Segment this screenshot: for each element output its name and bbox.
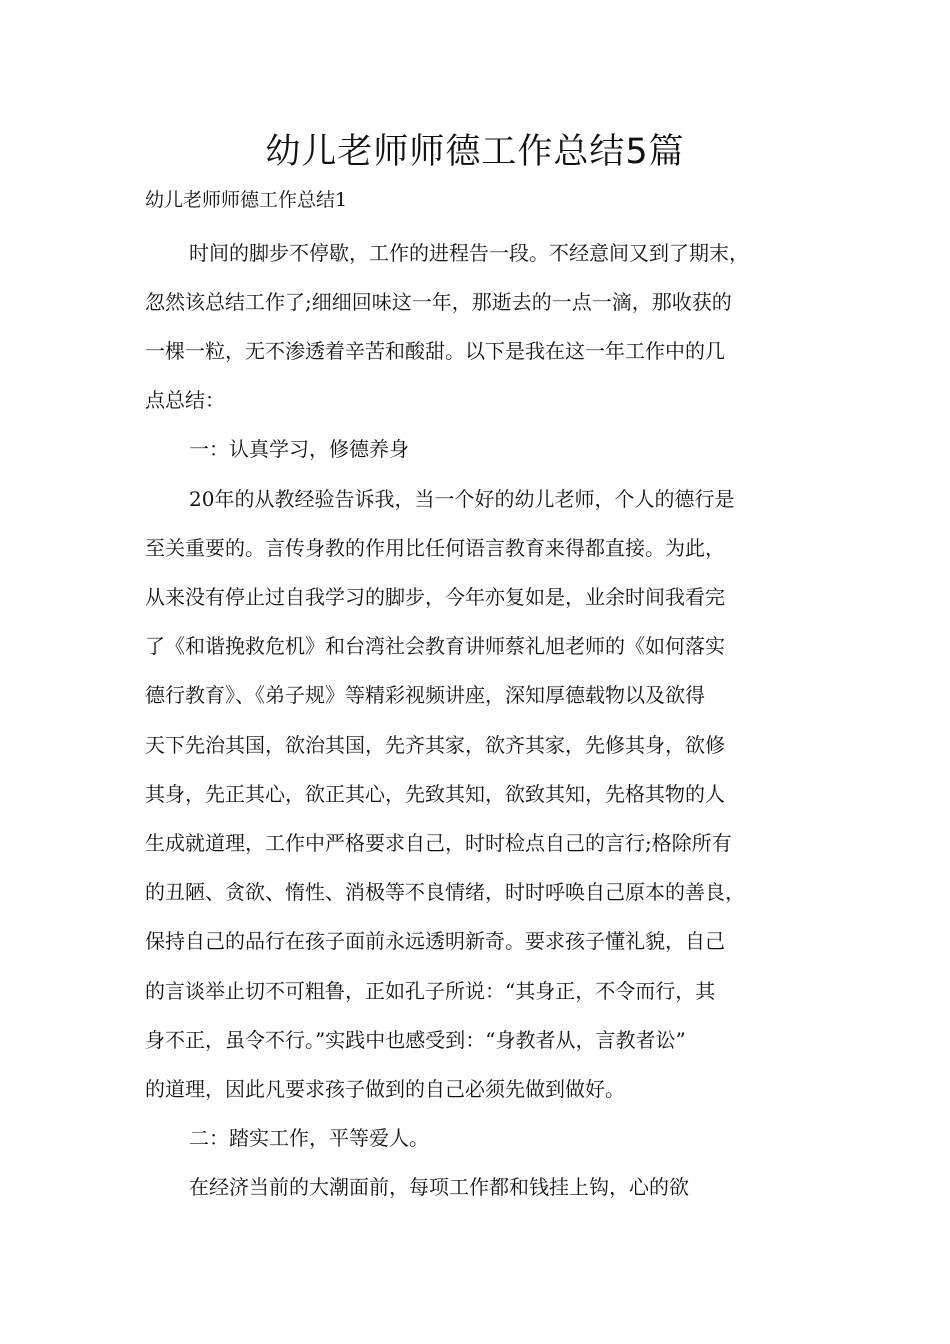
paragraph-line: 天下先治其国，欲治其国，先齐其家，欲齐其家，先修其身，欲修 [145, 733, 725, 757]
paragraph-line: 一棵一粒，无不渗透着辛苦和酸甜。以下是我在这一年工作中的几 [145, 339, 725, 363]
paragraph-line: 的道理，因此凡要求孩子做到的自己必须先做到做好。 [145, 1077, 625, 1101]
section-heading: 二：踏实工作，平等爱人。 [189, 1126, 429, 1150]
paragraph-line: 至关重要的。言传身教的作用比任何语言教育来得都直接。为此， [145, 536, 725, 560]
paragraph-line: 德行教育》、《弟子规》等精彩视频讲座，深知厚德载物以及欲得 [145, 683, 705, 707]
paragraph-line: 从来没有停止过自我学习的脚步，今年亦复如是，业余时间我看完 [145, 585, 725, 609]
paragraph-line: 的言谈举止切不可粗鲁，正如孔子所说：“其身正，不令而行，其 [145, 979, 716, 1003]
paragraph-line: 20年的从教经验告诉我，当一个好的幼儿老师，个人的德行是 [189, 487, 735, 511]
paragraph-line: 身不正，虽令不行。”实践中也感受到：“身教者从，言教者讼” [145, 1028, 686, 1052]
paragraph-line: 点总结： [145, 388, 225, 412]
paragraph-line: 的丑陋、贪欲、惰性、消极等不良情绪，时时呼唤自己原本的善良， [145, 880, 745, 904]
paragraph-line: 其身，先正其心，欲正其心，先致其知，欲致其知，先格其物的人 [145, 782, 725, 806]
paragraph-line: 时间的脚步不停歇，工作的进程告一段。不经意间又到了期末， [189, 241, 749, 265]
document-title: 幼儿老师师德工作总结5篇 [265, 132, 685, 172]
document-subtitle: 幼儿老师师德工作总结1 [145, 189, 348, 211]
paragraph-line: 在经济当前的大潮面前，每项工作都和钱挂上钩，心的欲 [189, 1175, 689, 1199]
paragraph-line: 忽然该总结工作了;细细回味这一年，那逝去的一点一滴，那收获的 [145, 290, 732, 314]
paragraph-line: 生成就道理，工作中严格要求自己，时时检点自己的言行;格除所有 [145, 831, 732, 855]
section-heading: 一：认真学习，修德养身 [189, 437, 409, 461]
paragraph-line: 了《和谐挽救危机》和台湾社会教育讲师蔡礼旭老师的《如何落实 [145, 634, 725, 658]
paragraph-line: 保持自己的品行在孩子面前永远透明新奇。要求孩子懂礼貌，自己 [145, 929, 725, 953]
